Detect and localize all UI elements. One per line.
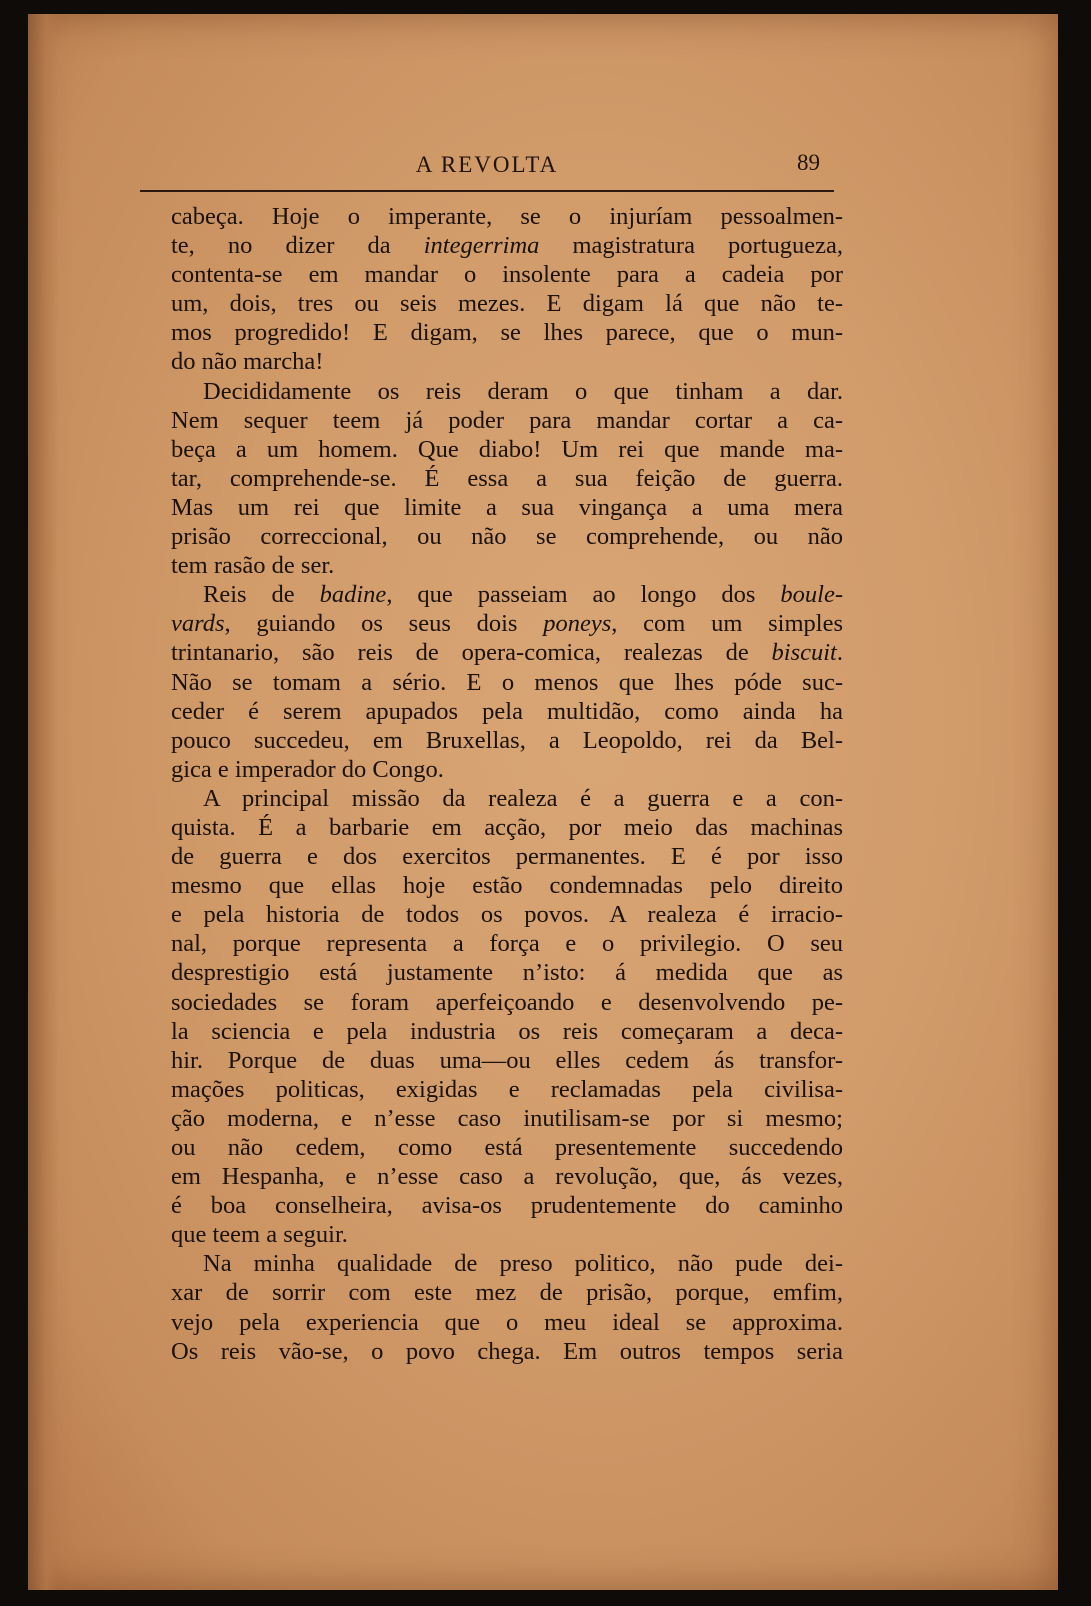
- text-line: [171, 347, 843, 376]
- text-segment: la sciencia e pela industria os reis começaram a deca-: [171, 1017, 843, 1045]
- text-line: [171, 231, 843, 260]
- text-segment: mos progredido! E digam, se lhes parece, que o mun-: [171, 319, 843, 347]
- text-segment: em Hespanha, e n’esse caso a revolução, que, ás vezes,: [171, 1163, 843, 1191]
- text-segment: beça a um homem. Que diabo! Um rei que mande ma-: [171, 435, 843, 463]
- text-line: [171, 1162, 843, 1191]
- text-line: [171, 668, 843, 697]
- text-segment: Mas um rei que limite a sua vingança a uma mera: [171, 493, 843, 521]
- text-segment: quista. É a barbarie em acção, por meio das machinas: [171, 813, 843, 841]
- text-segment: prisão correccional, ou não se comprehende, ou não: [171, 523, 843, 551]
- text-line: [171, 842, 843, 871]
- text-line: [171, 1249, 843, 1278]
- text-line: [171, 813, 843, 842]
- text-line: [171, 464, 843, 493]
- text-line: [171, 871, 843, 900]
- text-segment: mesmo que ellas hoje estão condemnadas pelo direito: [171, 872, 843, 900]
- text-line: [171, 1104, 843, 1133]
- text-segment: de guerra e dos exercitos permanentes. E é por isso: [171, 843, 843, 871]
- italic-word: boule-: [780, 581, 843, 609]
- text-segment: vejo pela experiencia que o meu ideal se approxima.: [171, 1308, 843, 1336]
- text-segment: magistratura portugueza,: [539, 232, 843, 260]
- text-line: [171, 1133, 843, 1162]
- text-segment: Nem sequer teem já poder para mandar cortar a ca-: [171, 406, 843, 434]
- text-segment: A principal missão da realeza é a guerra e a con-: [203, 784, 843, 812]
- text-line: [171, 1017, 843, 1046]
- text-segment: Na minha qualidade de preso politico, não pude dei-: [203, 1250, 843, 1278]
- running-title: A REVOLTA: [415, 152, 559, 177]
- text-segment: e pela historia de todos os povos. A realeza é irracio-: [171, 901, 843, 929]
- text-segment: ou não cedem, como está presentemente succedendo: [171, 1134, 843, 1161]
- text-line: [171, 609, 843, 638]
- text-line: [171, 493, 843, 522]
- text-line: [171, 435, 843, 464]
- text-segment: Reis de: [203, 581, 320, 609]
- text-line: [171, 1046, 843, 1075]
- text-line: [171, 988, 843, 1017]
- text-segment: ceder é serem apupados pela multidão, como ainda ha: [171, 697, 843, 725]
- text-segment: cabeça. Hoje o imperante, se o injuríam pessoalmen-: [171, 203, 843, 230]
- text-line: [171, 1337, 843, 1366]
- text-segment: um, dois, tres ou seis mezes. E digam lá que não te-: [171, 290, 843, 318]
- text-segment: xar de sorrir com este mez de prisão, porque, emfim,: [171, 1279, 843, 1307]
- text-segment: tar, comprehende-se. É essa a sua feição de guerra.: [171, 464, 843, 492]
- text-segment: do não marcha!: [171, 348, 324, 376]
- text-segment: mações politicas, exigidas e reclamadas pela civilisa-: [171, 1075, 843, 1103]
- text-segment: , guiando os seus dois: [224, 610, 544, 638]
- text-segment: , que passeiam ao longo dos: [386, 581, 781, 609]
- text-line: [171, 697, 843, 726]
- text-segment: desprestigio está justamente n’isto: á medida que as: [171, 959, 843, 987]
- text-segment: contenta-se em mandar o insolente para a cadeia por: [171, 261, 843, 289]
- text-segment: tem rasão de ser.: [171, 552, 335, 580]
- text-segment: , com um simples: [611, 610, 843, 638]
- text-segment: sociedades se foram aperfeiçoando e desenvolvendo pe-: [171, 988, 843, 1016]
- text-line: [171, 1308, 843, 1337]
- text-line: [171, 1075, 843, 1104]
- text-line: [171, 522, 843, 551]
- italic-word: integerrima: [423, 232, 540, 260]
- text-line: [171, 958, 843, 987]
- text-line: [171, 726, 843, 755]
- page-number: 89: [797, 150, 820, 175]
- italic-word: vards: [171, 610, 225, 638]
- header-rule: [140, 190, 834, 192]
- text-segment: nal, porque representa a força e o privilegio. O seu: [171, 930, 843, 958]
- text-line: [171, 638, 843, 667]
- italic-word: poneys: [543, 610, 612, 638]
- text-line: [171, 318, 843, 347]
- text-segment: pouco succedeu, em Bruxellas, a Leopoldo, rei da Bel-: [171, 726, 843, 754]
- text-segment: trintanario, são reis de opera-comica, realezas de: [171, 639, 772, 667]
- text-segment: é boa conselheira, avisa-os prudentemente do caminho: [171, 1192, 843, 1220]
- text-line: [171, 580, 843, 609]
- text-segment: Os reis vão-se, o povo chega. Em outros tempos seria: [171, 1337, 843, 1365]
- text-segment: te, no dizer da: [171, 232, 424, 260]
- text-segment: .: [836, 639, 843, 667]
- text-line: [171, 929, 843, 958]
- text-line: [171, 377, 843, 406]
- body-text: [171, 202, 843, 1366]
- text-line: [171, 1220, 843, 1249]
- text-line: [171, 202, 843, 231]
- text-segment: hir. Porque de duas uma—ou elles cedem ás transfor-: [171, 1046, 843, 1074]
- text-line: [171, 406, 843, 435]
- text-line: [171, 900, 843, 929]
- text-line: [171, 289, 843, 318]
- text-segment: Decididamente os reis deram o que tinham a dar.: [203, 377, 843, 405]
- running-header: [142, 138, 832, 178]
- text-line: [171, 1278, 843, 1307]
- text-line: [171, 755, 843, 784]
- text-line: [171, 1191, 843, 1220]
- text-line: [171, 260, 843, 289]
- italic-word: biscuit: [771, 639, 837, 667]
- page-spine-shadow: [28, 14, 58, 1590]
- text-line: [171, 551, 843, 580]
- text-segment: Não se tomam a sério. E o menos que lhes póde suc-: [171, 668, 843, 696]
- italic-word: badine: [319, 581, 387, 609]
- text-line: [171, 784, 843, 813]
- text-segment: ção moderna, e n’esse caso inutilisam-se por si mesmo;: [171, 1104, 843, 1132]
- text-segment: que teem a seguir.: [171, 1221, 348, 1249]
- text-segment: gica e imperador do Congo.: [171, 755, 444, 783]
